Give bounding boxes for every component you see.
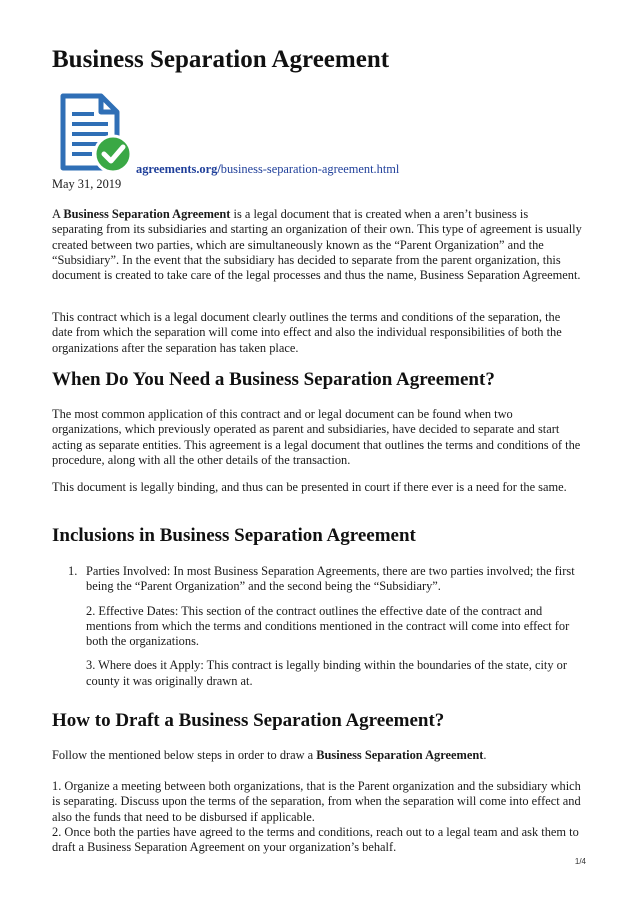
heading-when-needed: When Do You Need a Business Separation Agreement? [52, 369, 495, 390]
source-path[interactable]: business-separation-agreement.html [220, 162, 400, 176]
need-paragraph-1: The most common application of this contract and or legal document can be found when two organizations, which previously operated as parent and subsidiaries, have decided to separate and start acting as separate entities. This agreement is a legal document that outlines the terms and conditions of the procedure, along with all the other details of the transaction. [52, 407, 581, 467]
heading-inclusions: Inclusions in Business Separation Agreement [52, 525, 416, 546]
page-title: Business Separation Agreement [52, 46, 390, 73]
need-paragraph-2: This document is legally binding, and thus can be presented in court if there ever is a need for the same. [52, 480, 567, 494]
source-domain[interactable]: agreements.org/ [136, 162, 221, 176]
draft-lead: Follow the mentioned below steps in order to draw a Business Separation Agreement. [52, 748, 487, 762]
intro-paragraph-1: A Business Separation Agreement is a legal document that is created when a aren’t business is separating from its subsidiaries and starting an organization of their own. This type of agreement is usually created between two parties, which are simultaneously known as the “Parent Organization” and the “Subsidiary”. In the event that the subsidiary has decided to separate from the parent organization, this document is created to take care of the legal processes and thus the name, Business Separation Agreement. [52, 207, 582, 283]
heading-how-to-draft: How to Draft a Business Separation Agreement? [52, 710, 445, 731]
inclusions-list [52, 564, 582, 689]
intro-bold-term: Business Separation Agreement [63, 207, 231, 221]
draft-bold-term: Business Separation Agreement [316, 748, 484, 762]
intro-paragraph-2: This contract which is a legal document clearly outlines the terms and conditions of the separation, the date from which the separation will come into effect and also the individual responsibilities of both the organizations after the separation has taken place. [52, 310, 562, 355]
publish-date: May 31, 2019 [52, 177, 122, 191]
list-item: 2. Once both the parties have agreed to the terms and conditions, reach out to a legal team and ask them to draft a Business Separation Agreement on your organization’s behalf. [52, 824, 579, 855]
source-link[interactable] [136, 162, 399, 177]
draft-steps [52, 779, 582, 855]
document-check-icon [57, 92, 133, 176]
list-item: 1. Parties Involved: In most Business Separation Agreements, there are two parties involved; the first being the “Parent Organization” and the second being the “Subsidiary”. 2. Effective Dates: This section of the contract outlines the effective date of the contract and mentions from which the terms and conditions mentioned in the contract will come into effect for both the organizations. 3. Where does it Apply: This contract is legally binding within the boundaries of the state, city or county it was originally drawn at. [68, 564, 575, 688]
page-number: 1/4 [574, 857, 586, 866]
list-item: 1. Organize a meeting between both organizations, that is the Parent organization and the subsidiary which is separating. Discuss upon the terms of the separation, from when the separation will come into effect and also the funds that need to be disbursed if applicable. [52, 779, 581, 824]
